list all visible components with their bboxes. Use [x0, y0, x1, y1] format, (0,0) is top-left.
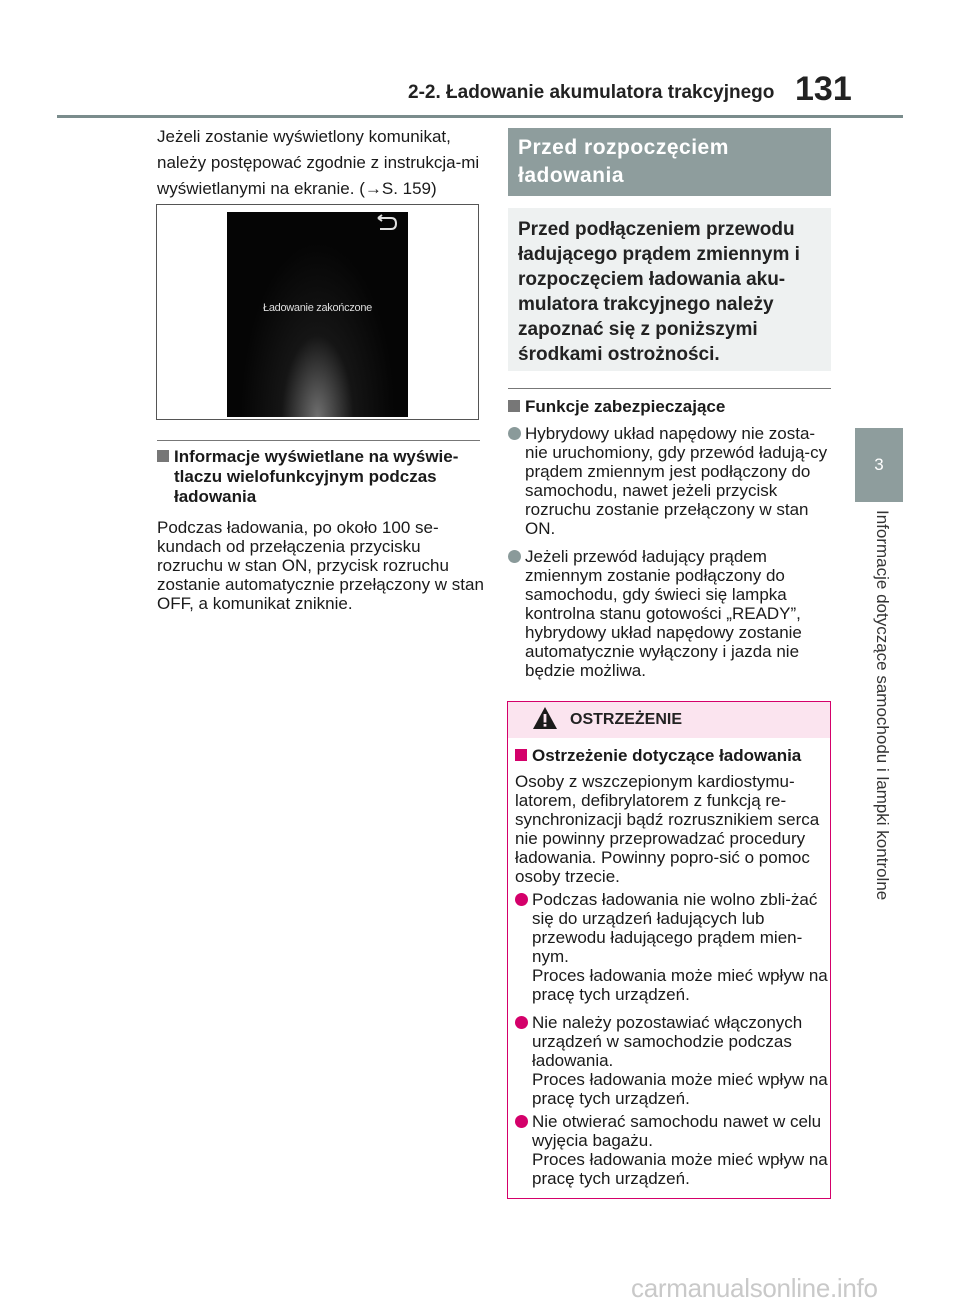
list-item [508, 424, 833, 538]
section-divider [157, 440, 480, 441]
warning-heading [515, 746, 801, 766]
warning-item-text: Nie otwierać samochodu nawet w celu wyjęcia bagażu. Proces ładowania może mieć wpływ na pracę tych urządzeń. [532, 1112, 828, 1188]
warning-paragraph: Osoby z wszczepionym kardiostymu-latorem, defibrylatorem z funkcją re-synchronizacji bądź rozrusznikiem serca nie powinny przeprowadzać procedury ładowania. Powinny popro-sić o pomoc osoby trzecie. [515, 772, 820, 886]
warning-item-text: Nie należy pozostawiać włączonych urządzeń w samochodzie podczas ładowania. Proces ładowania może mieć wpływ na pracę tych urządzeń. [532, 1013, 828, 1108]
circle-bullet-icon [508, 427, 521, 440]
list-item-text: Jeżeli przewód ładujący prądem zmiennym zostanie podłączony do samochodu, gdy świeci się lampka kontrolna stanu gotowości „READY”, hybrydowy układ napędowy zostanie automatycznie wyłączony i jazda nie będzie możliwa. [525, 547, 802, 680]
square-bullet-icon [515, 749, 527, 761]
section-title: Przed rozpoczęciem ładowania [518, 136, 729, 187]
watermark: carmanualsonline.info [631, 1273, 878, 1303]
lead-text: Przed podłączeniem przewodu ładującego prądem zmiennym i rozpoczęciem ładowania aku-mulatora trakcyjnego należy zapoznać się z poniższymi środkami ostrożności. [518, 219, 800, 365]
header-rule [57, 115, 903, 118]
functions-heading [508, 397, 725, 417]
section-divider [508, 388, 831, 389]
circle-bullet-icon [515, 1115, 528, 1128]
warning-list-item [515, 890, 830, 1004]
warning-heading-text: Ostrzeżenie dotyczące ładowania [532, 746, 802, 765]
functions-heading-text: Funkcje zabezpieczające [525, 397, 726, 416]
display-message: Ładowanie zakończone [263, 302, 372, 314]
warning-list-item [515, 1112, 830, 1188]
warning-item-text: Podczas ładowania nie wolno zbli-żać się do urządzeń ładujących lub przewodu ładującego prądem mien-nym. Proces ładowania może mieć wpływ na pracę tych urządzeń. [532, 890, 828, 1004]
back-arrow-icon [374, 214, 400, 234]
square-bullet-icon [157, 450, 169, 462]
section-header-title: 2-2. Ładowanie akumulatora trakcyjnego [408, 82, 775, 103]
info-heading-text: Informacje wyświetlane na wyświe-tlaczu wielofunkcyjnym podczas ładowania [174, 447, 459, 506]
intro-paragraph: Jeżeli zostanie wyświetlony komunikat, należy postępować zgodnie z instrukcja-mi wyświetlanymi na ekranie. (→S. 159) [157, 127, 480, 198]
list-item [508, 547, 833, 680]
warning-label: OSTRZEŻENIE [570, 711, 683, 728]
circle-bullet-icon [508, 550, 521, 563]
warning-triangle-icon [532, 706, 558, 730]
circle-bullet-icon [515, 893, 528, 906]
square-bullet-icon [508, 400, 520, 412]
circle-bullet-icon [515, 1016, 528, 1029]
chapter-title-vertical: Informacje dotyczące samochodu i lampki kontrolne [873, 510, 892, 901]
warning-list-item [515, 1013, 830, 1108]
chapter-tab: 3 [855, 428, 903, 502]
info-heading [157, 447, 487, 507]
multi-info-display [227, 212, 408, 417]
page-number: 131 [795, 70, 852, 108]
info-paragraph: Podczas ładowania, po około 100 se-kundach od przełączenia przycisku rozruchu w stan ON, przycisk rozruchu zostanie automatycznie przełączony w stan OFF, a komunikat zniknie. [157, 518, 484, 613]
list-item-text: Hybrydowy układ napędowy nie zosta-nie uruchomiony, gdy przewód ładują-cy prądem zmiennym jest podłączony do samochodu, nawet jeżeli przycisk rozruchu zostanie przełączony w stan ON. [525, 424, 828, 538]
